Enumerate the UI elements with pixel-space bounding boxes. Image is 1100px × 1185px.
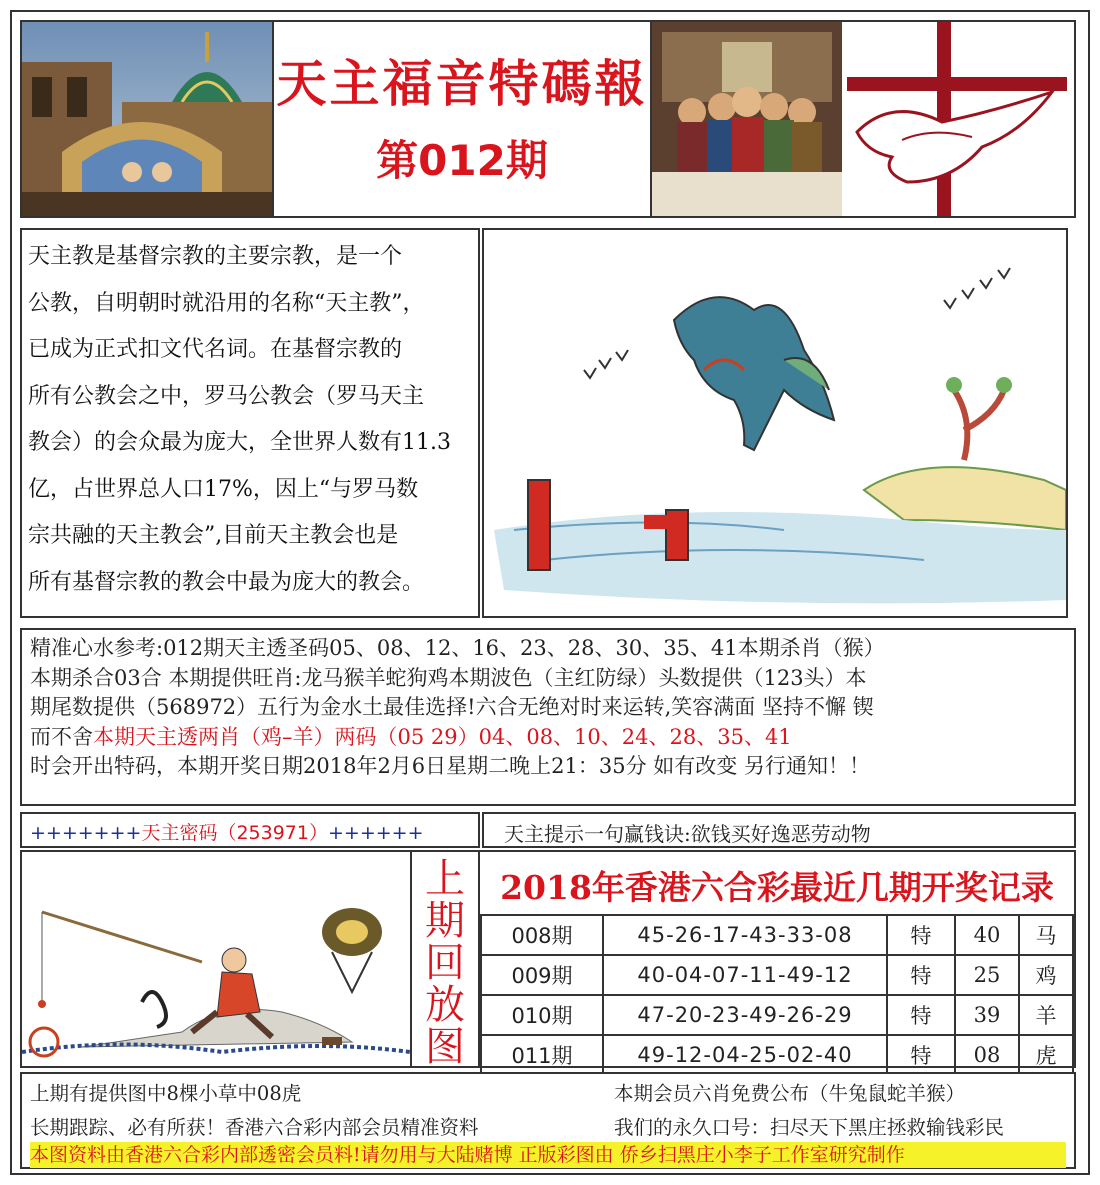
te-cell: 特 xyxy=(887,955,955,995)
info-line-4 xyxy=(30,723,1076,753)
fishing-illustration xyxy=(20,850,412,1068)
intro-line: 天主教是基督宗教的主要宗教，是一个 xyxy=(28,244,403,269)
results-title: 2018年香港六合彩最近几期开奖记录 xyxy=(500,868,1054,907)
intro-line: 所有公教会之中，罗马公教会（罗马天主 xyxy=(28,383,425,409)
plus-decoration-left: +++++++ xyxy=(30,822,142,844)
numbers-cell: 40-04-07-11-49-12 xyxy=(603,955,887,995)
special-number-cell: 25 xyxy=(955,955,1019,995)
last-period-label-box xyxy=(412,850,480,1068)
intro-line: 宗共融的天主教会”,目前天主教会也是 xyxy=(28,523,399,548)
period-cell: 009期 xyxy=(481,955,603,995)
footer-right-1: 本期会员六肖免费公布（牛兔鼠蛇羊猴） xyxy=(614,1082,966,1105)
zodiac-cell: 鸡 xyxy=(1019,955,1073,995)
table-row xyxy=(481,955,1073,995)
intro-line: 所有基督宗教的教会中最为庞大的教会。 xyxy=(28,569,425,595)
page-title: 天主福音特碼報 xyxy=(276,55,648,113)
zodiac-cell: 羊 xyxy=(1019,995,1073,1035)
intro-line: 已成为正式扣文代名词。在基督宗教的 xyxy=(28,337,403,362)
tip-box xyxy=(482,812,1076,848)
info-line-3: 期尾数提供（568972）五行为金水土最佳选择!六合无绝对时来运转,笑容满面 坚持不懈 锲 xyxy=(30,695,874,719)
period-cell: 010期 xyxy=(481,995,603,1035)
intro-line: 教会）的会众最为庞大，全世界人数有11.3 xyxy=(28,430,451,455)
cathedral-image xyxy=(20,20,274,218)
te-cell: 特 xyxy=(887,915,955,955)
tip-text: 天主提示一句赢钱诀:欲钱买好逸恶劳动物 xyxy=(504,822,871,846)
numbers-cell: 49-12-04-25-02-40 xyxy=(603,1035,887,1075)
intro-text-box xyxy=(20,228,480,618)
info-line-1: 精准心水参考:012期天主透圣码05、08、12、16、23、28、30、35、41本期杀肖（猴） xyxy=(30,636,885,660)
special-number-cell: 08 xyxy=(955,1035,1019,1075)
footer-left-2: 长期跟踪、必有所获！香港六合彩内部会员精准资料 xyxy=(30,1116,479,1139)
info-line-2: 本期杀合03合 本期提供旺肖:龙马猴羊蛇狗鸡本期波色（主红防绿）头数提供（123头）本 xyxy=(30,665,867,690)
last-supper-image xyxy=(652,20,1076,218)
issue-number: 第012期 xyxy=(376,136,548,185)
footer-right-2: 我们的永久口号：扫尽天下黑庄拯救输钱彩民 xyxy=(614,1116,1005,1139)
prediction-info-box xyxy=(20,628,1076,806)
footer-box xyxy=(20,1072,1076,1169)
period-cell: 008期 xyxy=(481,915,603,955)
special-number-cell: 40 xyxy=(955,915,1019,955)
results-table xyxy=(480,914,1074,1076)
table-row xyxy=(481,995,1073,1035)
masthead xyxy=(274,20,652,218)
highlight-numbers: 本期天主透两肖（鸡–羊）两码（05 29）04、08、10、24、28、35、41 xyxy=(93,724,792,749)
special-number-cell: 39 xyxy=(955,995,1019,1035)
info-line-4-prefix: 而不舍 xyxy=(30,724,93,749)
mima-code: 天主密码（253971） xyxy=(141,822,328,844)
footer-left-1: 上期有提供图中8棵小草中08虎 xyxy=(30,1082,302,1105)
plus-decoration-right: ++++++ xyxy=(327,822,424,844)
prediction-info xyxy=(30,634,1076,782)
zodiac-cell: 虎 xyxy=(1019,1035,1073,1075)
te-cell: 特 xyxy=(887,1035,955,1075)
te-cell: 特 xyxy=(887,995,955,1035)
intro-line: 亿，占世界总人口17%，因上“与罗马数 xyxy=(28,476,419,502)
numbers-cell: 45-26-17-43-33-08 xyxy=(603,915,887,955)
period-cell: 011期 xyxy=(481,1035,603,1075)
numbers-cell: 47-20-23-49-26-29 xyxy=(603,995,887,1035)
results-box xyxy=(480,850,1076,1068)
mima-line xyxy=(30,818,424,845)
last-period-label: 上期回放图 xyxy=(425,856,465,1070)
intro-paragraph xyxy=(28,234,472,606)
footer-banner: 本图资料由香港六合彩内部透密会员料!请勿用与大陆赌博 正版彩图由 侨乡扫黑庄小李子工作室研究制作 xyxy=(30,1142,1066,1168)
eagle-illustration xyxy=(482,228,1068,618)
table-row xyxy=(481,915,1073,955)
info-line-5: 时会开出特码，本期开奖日期2018年2月6日星期二晚上21：35分 如有改变 另行通知！！ xyxy=(30,754,870,778)
table-row xyxy=(481,1035,1073,1075)
intro-line: 公教，自明朝时就沿用的名称“天主教”， xyxy=(28,290,425,316)
mima-box xyxy=(20,812,480,848)
zodiac-cell: 马 xyxy=(1019,915,1073,955)
newspaper-page xyxy=(10,10,1090,1175)
